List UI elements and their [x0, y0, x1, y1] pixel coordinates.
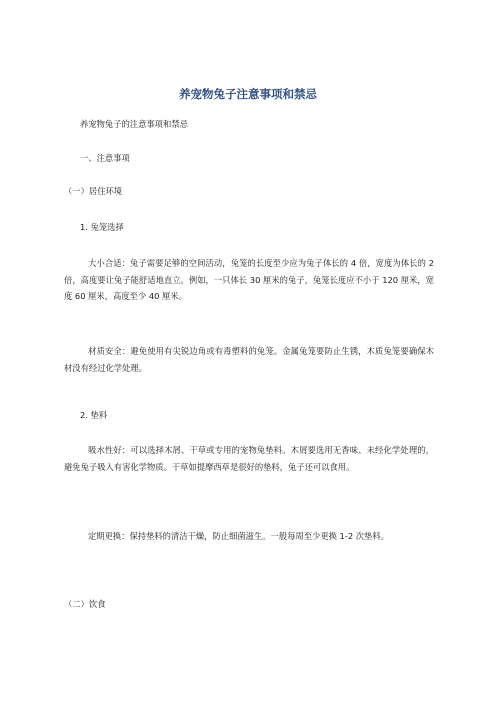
section-heading-notes: 一、注意事项	[80, 153, 130, 163]
paragraph-cage-material: 材质安全：避免使用有尖锐边角或有毒塑料的兔笼。金属兔笼要防止生锈，木质兔笼要确保木材没有经过化学处理。	[64, 346, 434, 373]
document-subtitle: 养宠物兔子的注意事项和禁忌	[80, 119, 188, 129]
document-title: 养宠物兔子注意事项和禁忌	[179, 87, 317, 101]
subsection-heading-living-environment: （一）居住环境	[64, 186, 123, 196]
item-heading-cage-selection: 1. 兔笼选择	[80, 222, 124, 232]
item-heading-bedding: 2. 垫料	[80, 410, 108, 420]
paragraph-bedding-absorbency: 吸水性好：可以选择木屑、干草或专用的宠物兔垫料。木屑要选用无香味、未经化学处理的，避免兔子吸入有害化学物质。干草如提摩西草是很好的垫料，兔子还可以食用。	[64, 445, 434, 472]
subsection-heading-diet: （二）饮食	[64, 599, 106, 609]
paragraph-cage-size: 大小合适：兔子需要足够的空间活动，兔笼的长度至少应为兔子体长的 4 倍，宽度为体长的 2 倍，高度要让兔子能舒适地直立。例如，一只体长 30 厘米的兔子，兔笼长度应不小于 120 厘米，宽度 60 厘米，高度至少 40 厘米。	[64, 258, 434, 301]
paragraph-bedding-replacement: 定期更换：保持垫料的清洁干燥，防止细菌滋生。一般每周至少更换 1-2 次垫料。	[88, 531, 389, 541]
